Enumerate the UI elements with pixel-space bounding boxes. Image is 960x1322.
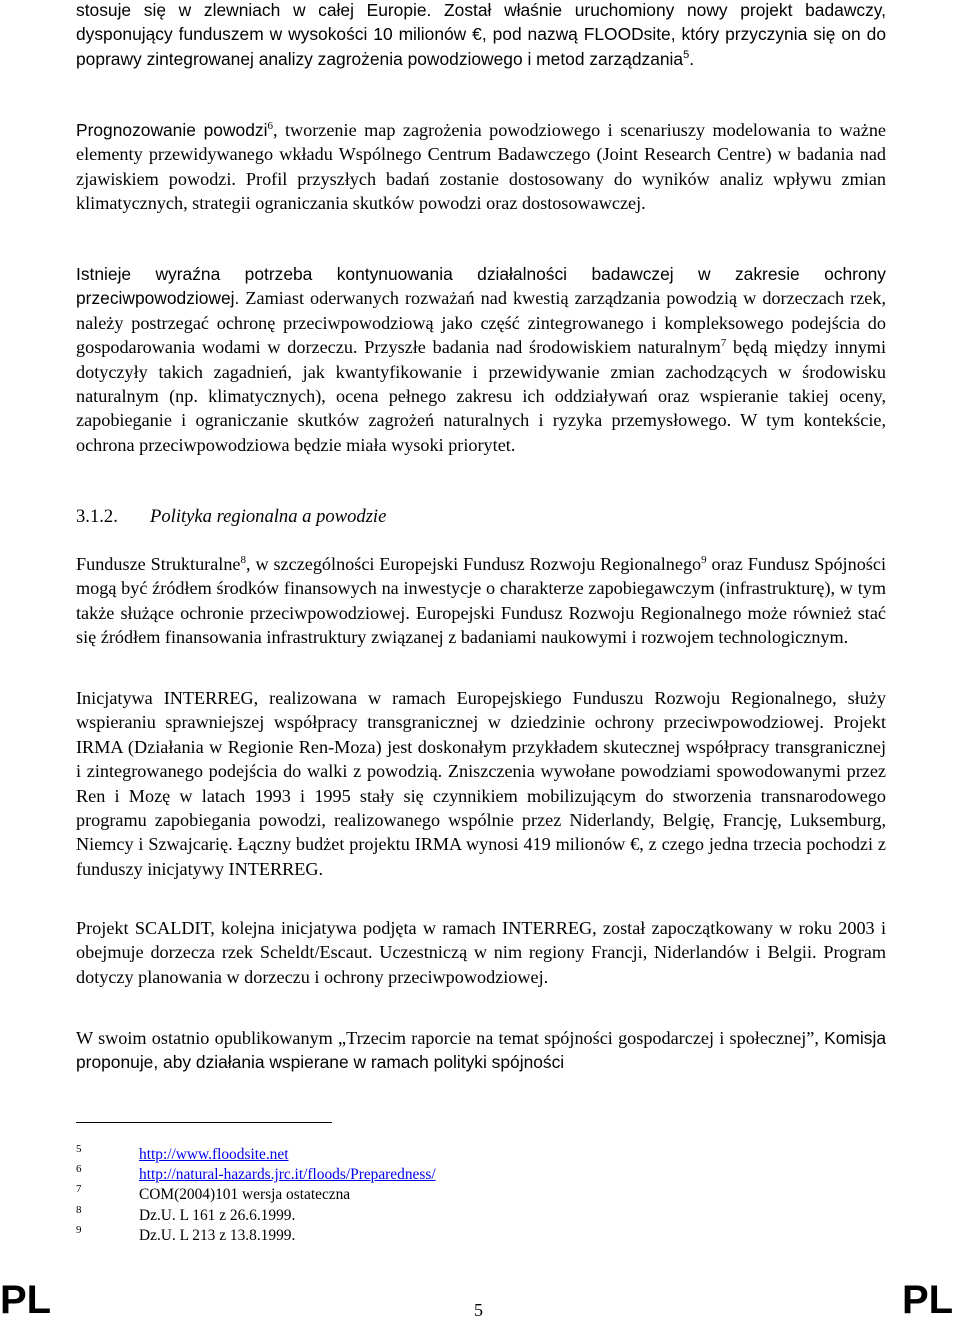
paragraph-research-need: Istnieje wyraźna potrzeba kontynuowania działalności badawczej w zakresie ochrony przeciwpowodziowej. Zamiast oderwanych rozważań nad kwestią zarządzania powodzią w dorzeczach rzek, należy postrzegać ochronę przeciwpowodziową jako część zintegrowanego i kompleksowego podejścia do gospodarowania wodami w dorzeczu. Przyszłe badania nad środowiskiem naturalnym$^7$ będą między innymi dotyczyły takich zagadnień, jak kwantyfikowanie i przewidywanie zmian zachodzących w środowisku naturalnym (np. klimatycznych), ocena pełnego zakresu ich oddziaływań oraz wspieranie takiej oceny, zapobieganie i ograniczanie skutków zagrożeń naturalnych i ryzyka przemysłowego. W tym kontekście, ochrona przeciwpowodziowa będzie miała wysoki priorytet. xyxy=(76,264,887,455)
paragraph-scaldit: Projekt SCALDIT, kolejna inicjatywa podjęta w ramach INTERREG, został zapoczątkowany w roku 2003 i obejmuje dorzecza rzek Scheldt/Escaut. Uczestniczą w nim regiony Francji, Niderlandów i Belgii. Program dotyczy planowania w dorzeczu i ochrony przeciwpowodziowej. xyxy=(76,918,886,987)
footnote-text: COM(2004)101 wersja ostateczna xyxy=(139,1186,351,1203)
footnote-ref-7[interactable]: 7 xyxy=(720,337,727,350)
page-number: 5 xyxy=(474,1300,483,1320)
paragraph-cohesion-report: W swoim ostatnio opublikowanym „Trzecim raporcie na temat spójności gospodarczej i społecznej”, Komisja proponuje, aby działania wspierane w ramach polityki spójności xyxy=(76,1028,886,1073)
paragraph-floodsite: stosuje się w zlewniach w całej Europie. Został właśnie uruchomiony nowy projekt badawczy, dysponujący funduszem w wysokości 10 milionów €, pod nazwą FLOODsite, który przyczynia się on do poprawy zintegrowanej analizy zagrożenia powodziowego i metod zarządzania$^5$. xyxy=(76,0,886,69)
language-code-right: PL xyxy=(902,1278,954,1322)
language-code-left: PL xyxy=(0,1278,52,1322)
section-title: Polityka regionalna a powodzie xyxy=(150,506,387,527)
footnote-ref-8[interactable]: 8 xyxy=(240,553,247,566)
paragraph-structural-funds: Fundusze Strukturalne$^8$, w szczególności Europejski Fundusz Rozwoju Regionalnego$^9$ oraz Fundusz Spójności mogą być źródłem środków finansowych na inwestycje o charakterze zapobiegawczym (infrastrukturę), w tym także służące ochronie przeciwpowodziowej. Europejski Fundusz Rozwoju Regionalnego może również stać się źródłem finansowania infrastruktury związanej z badaniami naukowymi i rozwojem technologicznym. xyxy=(76,553,887,648)
section-number: 3.1.2. xyxy=(76,506,118,527)
footnote-ref-6[interactable]: 6 xyxy=(267,119,273,132)
footnote-text: Dz.U. L 213 z 13.8.1999. xyxy=(139,1227,296,1244)
paragraph-interreg: Inicjatywa INTERREG, realizowana w ramach Europejskiego Funduszu Rozwoju Regionalnego, służy wspieraniu sprawniejszej współpracy transgranicznej w dziedzinie ochrony przeciwpowodziowej. Projekt IRMA (Działania w Regionie Ren-Moza) jest doskonałym przykładem skutecznej współpracy transgranicznej i zintegrowanego podejścia do walki z powodzią. Zniszczenia wywołane powodziami spowodowanymi przez Ren i Mozę w latach 1993 i 1995 stały się czynnikiem mobilizującym do stworzenia transnarodowego programu zapobiegania powodzi, realizowanego wspólnie przez Niderlandy, Belgię, Francję, Luksemburg, Niemcy i Szwajcarię. Łączny budżet projektu IRMA wynosi 419 milionów €, z czego jedna trzecia pochodzi z funduszy inicjatywy INTERREG. xyxy=(76,688,886,879)
section-heading xyxy=(76,506,886,528)
footnote-separator xyxy=(76,1122,332,1123)
footnote-ref-9[interactable]: 9 xyxy=(701,553,707,566)
footnote-text: Dz.U. L 161 z 26.6.1999. xyxy=(139,1207,296,1224)
footnote-link[interactable]: http://www.floodsite.net xyxy=(139,1146,289,1163)
footnote-ref-5[interactable]: 5 xyxy=(683,49,690,62)
footnote-link[interactable]: http://natural-hazards.jrc.it/floods/Preparedness/ xyxy=(139,1166,436,1183)
paragraph-jrc: Prognozowanie powodzi$^6$, tworzenie map zagrożenia powodziowego i scenariuszy modelowania to ważne elementy przewidywanego wkładu Wspólnego Centrum Badawczego (Joint Research Centre) w badania nad zjawiskiem powodzi. Profil przyszłych badań zostanie dostosowany do wyników analiz wpływu zmian klimatycznych, strategii ograniczania skutków powodzi oraz dostosowawczej. xyxy=(76,119,886,214)
